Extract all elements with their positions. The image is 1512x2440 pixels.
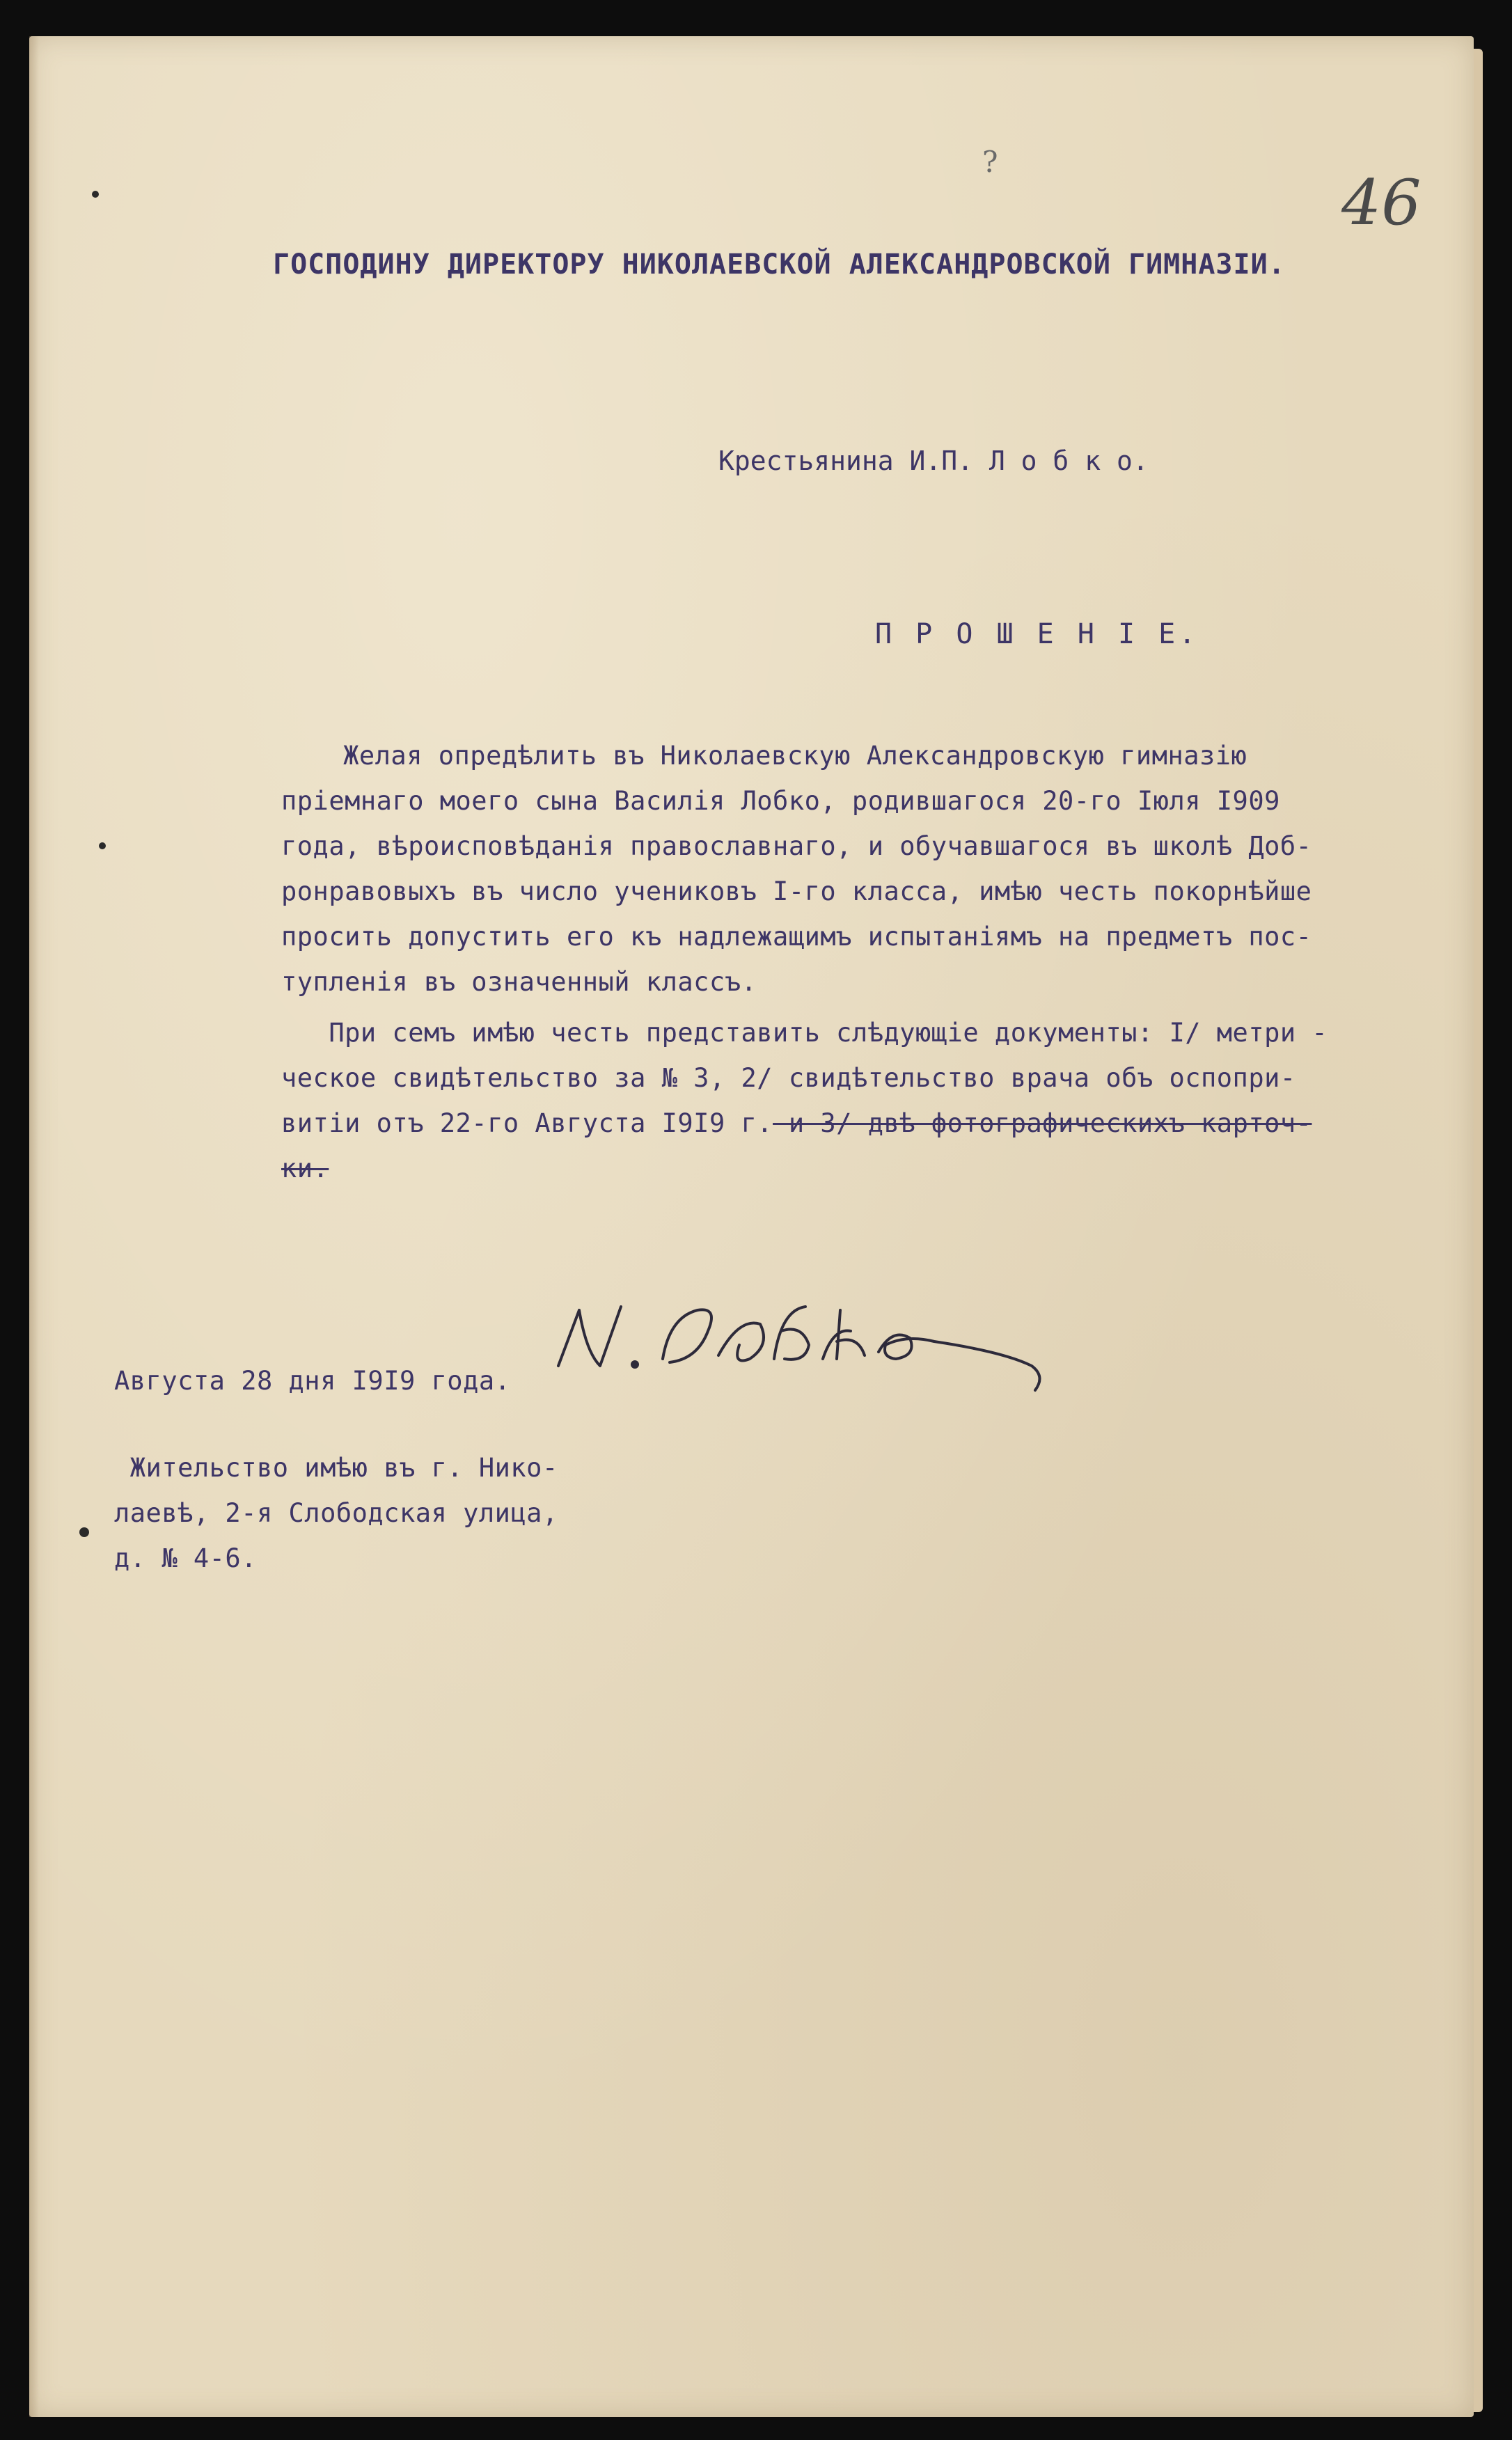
signature [530, 1268, 1080, 1401]
page-number-handwritten [1338, 158, 1428, 242]
paper-sheet [29, 36, 1474, 2417]
address-line-3: д. № 4-6. [114, 1543, 257, 1573]
body-line-9 [281, 1108, 1312, 1138]
body-line-2: прiемнаго моего сына Василiя Лобко, родившагося 20-го Iюля I909 [281, 786, 1280, 816]
body-line-6: тупленiя въ означенный классъ. [281, 967, 757, 997]
page-number-text: 46 [1341, 166, 1422, 239]
body-line-7: При семъ имѣю честь представить слѣдующiе документы: I/ метри - [281, 1018, 1328, 1048]
body-line-9-text: витiи отъ 22-го Августа I9I9 г. [281, 1108, 773, 1138]
body-line-8: ческое свидѣтельство за № 3, 2/ свидѣтельство врача объ оспопри- [281, 1063, 1296, 1093]
date-line: Августа 28 дня I9I9 года. [114, 1366, 511, 1396]
pencil-question-mark [979, 141, 1007, 182]
body-line-1: Желая опредѣлить въ Николаевскую Александровскую гимназiю [280, 741, 1247, 771]
left-crease [29, 36, 39, 2417]
sender-line: Крестьянина И.П. Л о б к о. [718, 446, 1149, 476]
address-line-2: лаевѣ, 2-я Слободская улица, [114, 1498, 558, 1528]
struck-through-text-end: ки. [281, 1154, 329, 1183]
pencil-mark-text: ? [982, 145, 998, 179]
body-line-5: просить допустить его къ надлежащимъ испытанiямъ на предметъ пос- [281, 922, 1312, 952]
body-line-4: ронравовыхъ въ число учениковъ I-го класса, имѣю честь покорнѣйше [281, 876, 1312, 906]
binding-hole [92, 191, 99, 198]
address-line-1: Жительство имѣю въ г. Нико- [114, 1453, 558, 1483]
body-line-3: года, вѣроисповѣданiя православнаго, и обучавшагося въ школѣ Доб- [281, 831, 1312, 861]
binding-hole [79, 1527, 89, 1537]
binding-hole [99, 842, 106, 849]
struck-through-text: и 3/ двѣ фотографическихъ карточ- [773, 1108, 1312, 1138]
document-title: П Р О Ш Е Н I Е. [875, 618, 1199, 650]
addressee-header: ГОСПОДИНУ ДИРЕКТОРУ НИКОЛАЕВСКОЙ АЛЕКСАНДРОВСКОЙ ГИМНАЗIИ. [273, 249, 1286, 281]
signature-text: И. Лобко [530, 1268, 533, 1269]
